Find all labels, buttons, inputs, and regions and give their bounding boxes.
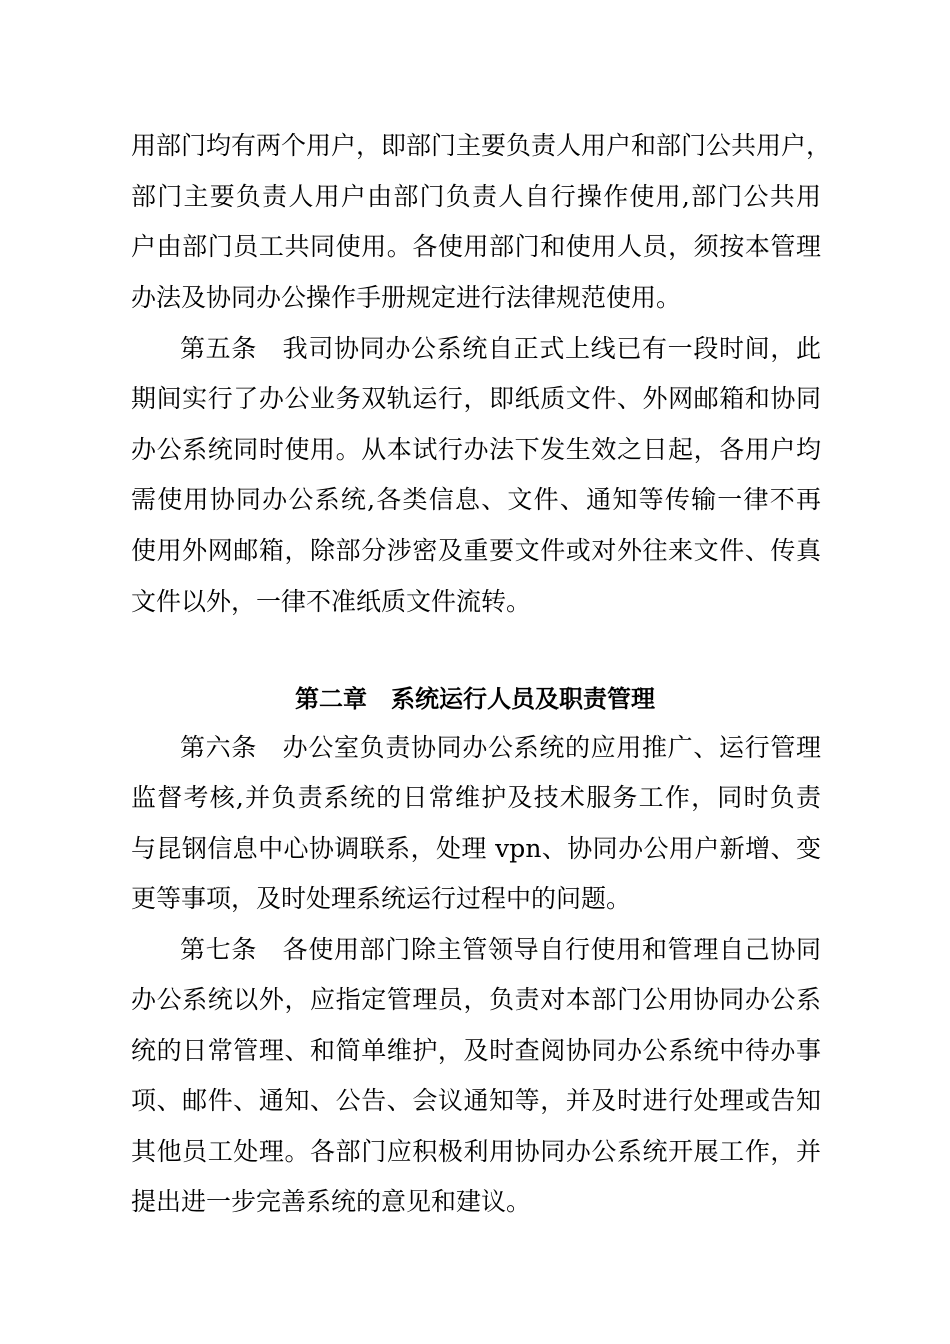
- article-5-first-line: 第五条 我司协同办公系统自正式上线已有一段时间，此: [180, 334, 821, 363]
- text-line: 监督考核,并负责系统的日常维护及技术服务工作，同时负责: [131, 783, 821, 812]
- text-line: 提出进一步完善系统的意见和建议。: [131, 1187, 532, 1216]
- text-line: 办公系统同时使用。从本试行办法下发生效之日起，各用户均: [131, 435, 821, 464]
- chapter-heading: 第二章 系统运行人员及职责管理: [295, 685, 655, 713]
- article-6-first-line: 第六条 办公室负责协同办公系统的应用推广、运行管理: [180, 733, 821, 762]
- text-line: 文件以外，一律不准纸质文件流转。: [131, 587, 532, 616]
- text-line: 与昆钢信息中心协调联系，处理 vpn、协同办公用户新增、变: [131, 834, 821, 863]
- text-line: 部门主要负责人用户由部门负责人自行操作使用,部门公共用: [131, 182, 821, 211]
- text-line: 办法及协同办公操作手册规定进行法律规范使用。: [131, 283, 682, 312]
- text-line: 使用外网邮箱，除部分涉密及重要文件或对外往来文件、传真: [131, 536, 821, 565]
- text-line: 办公系统以外，应指定管理员，负责对本部门公用协同办公系: [131, 985, 821, 1014]
- text-line: 期间实行了办公业务双轨运行，即纸质文件、外网邮箱和协同: [131, 384, 821, 413]
- article-7-first-line: 第七条 各使用部门除主管领导自行使用和管理自己协同: [180, 935, 821, 964]
- text-line: 用部门均有两个用户，即部门主要负责人用户和部门公共用户，: [131, 131, 832, 160]
- text-line: 更等事项，及时处理系统运行过程中的问题。: [131, 884, 632, 913]
- text-line: 项、邮件、通知、公告、会议通知等，并及时进行处理或告知: [131, 1086, 821, 1115]
- text-line: 统的日常管理、和简单维护，及时查阅协同办公系统中待办事: [131, 1036, 821, 1065]
- text-line: 需使用协同办公系统,各类信息、文件、通知等传输一律不再: [131, 485, 821, 514]
- text-line: 户由部门员工共同使用。各使用部门和使用人员，须按本管理: [131, 232, 821, 261]
- text-line: 其他员工处理。各部门应积极利用协同办公系统开展工作，并: [131, 1137, 821, 1166]
